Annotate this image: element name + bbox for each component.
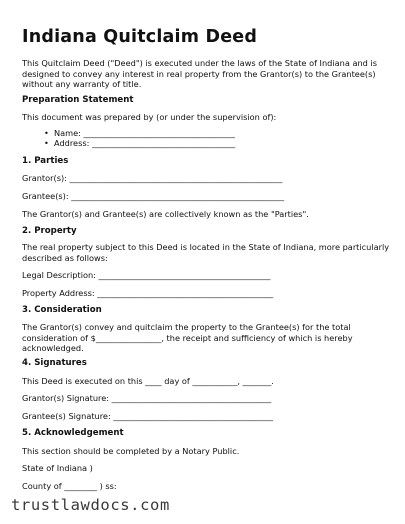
grantee-field: Grantee(s): ____________________________________________________ <box>22 191 285 201</box>
preparation-list <box>44 128 235 149</box>
grantor-signature-field: Grantor(s) Signature: _______________________________________ <box>22 393 272 403</box>
intro-line-1: This Quitclaim Deed ("Deed") is executed under the laws of the State of Indiana and is <box>22 58 378 68</box>
intro-line-2: designed to convey any interest in real property from the Grantor(s) to the Grantee(s) <box>22 68 376 79</box>
legal-description-field: Legal Description: __________________________________________ <box>22 270 271 280</box>
grantee-signature-field: Grantee(s) Signature: _______________________________________ <box>22 411 273 421</box>
signatures-heading: 4. Signatures <box>22 358 87 368</box>
site-watermark: trustlawdocs.com <box>11 496 170 514</box>
county-line: County of ________ ) ss: <box>22 481 117 491</box>
document-title: Indiana Quitclaim Deed <box>22 27 258 47</box>
property-text-line-2: described as follows: <box>22 252 108 263</box>
preparation-heading: Preparation Statement <box>22 95 134 105</box>
parties-heading: 1. Parties <box>22 156 69 166</box>
parties-note: The Grantor(s) and Grantee(s) are collectively known as the "Parties". <box>22 209 309 219</box>
property-text-line-1: The real property subject to this Deed is located in the State of Indiana, more particularly <box>22 242 390 252</box>
execution-date-line: This Deed is executed on this ____ day of ___________, _______. <box>22 376 274 386</box>
property-address-field: Property Address: ___________________________________________ <box>22 288 274 298</box>
property-heading: 2. Property <box>22 226 77 236</box>
state-line: State of Indiana ) <box>22 463 93 473</box>
acknowledgement-text: This section should be completed by a Notary Public. <box>22 446 240 456</box>
intro-line-3: without any warranty of title. <box>22 79 142 90</box>
consideration-line-3: acknowledged. <box>22 343 84 354</box>
consideration-heading: 3. Consideration <box>22 305 102 315</box>
grantor-field: Grantor(s): ____________________________________________________ <box>22 173 283 183</box>
preparation-text: This document was prepared by (or under the supervision of): <box>22 112 277 122</box>
preparer-name-field: • Name: _____________________________________ <box>44 128 235 138</box>
acknowledgement-heading: 5. Acknowledgement <box>22 428 124 438</box>
consideration-line-1: The Grantor(s) convey and quitclaim the property to the Grantee(s) for the total <box>22 322 351 332</box>
consideration-line-2: consideration of $________________, the receipt and sufficiency of which is hereby <box>22 332 353 343</box>
preparer-address-field: • Address: ___________________________________ <box>44 138 235 148</box>
